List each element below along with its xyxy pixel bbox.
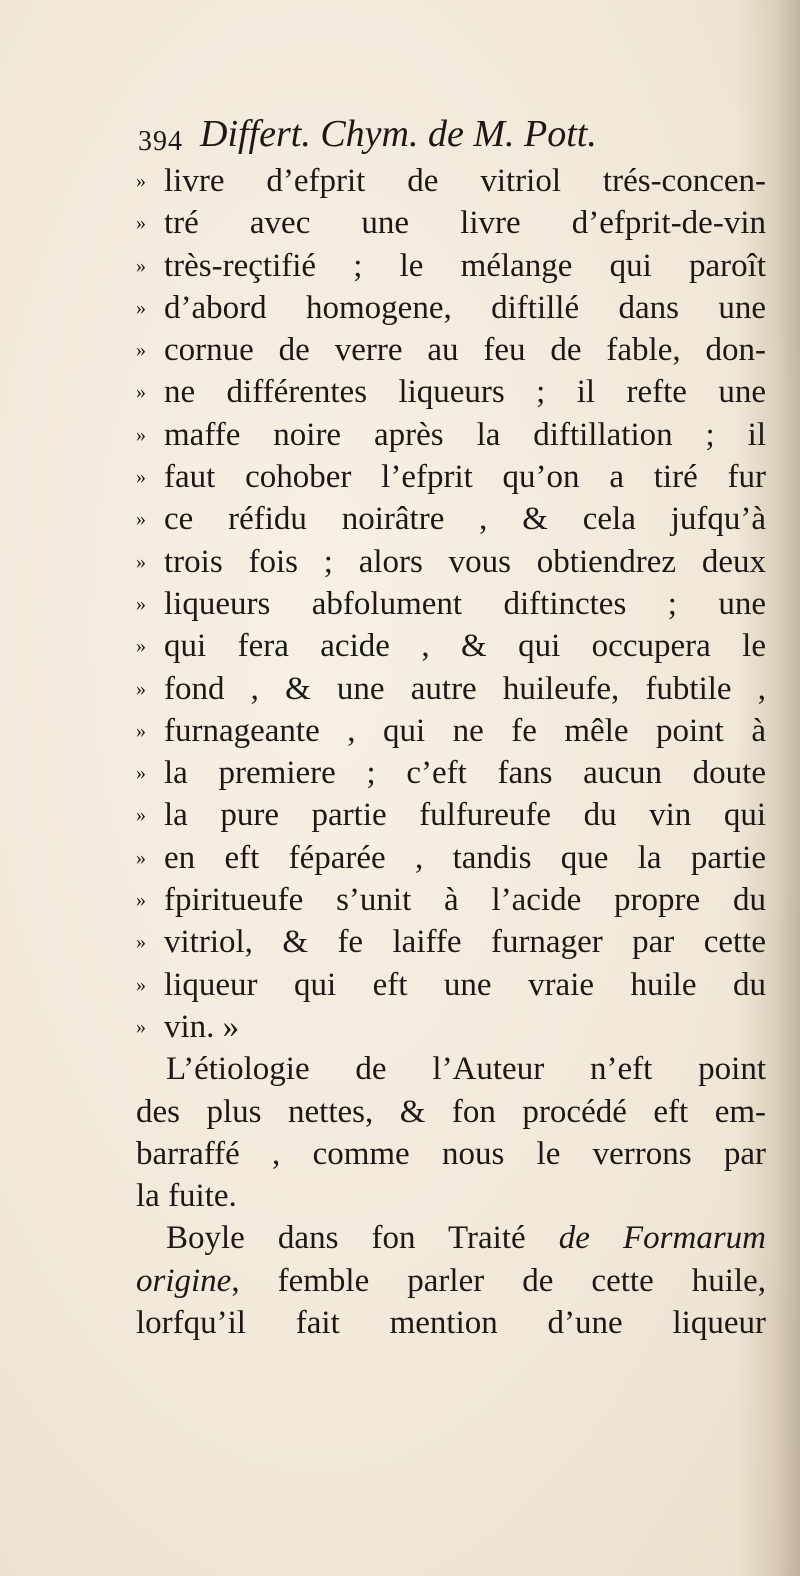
line-text: faut cohober l’efprit qu’on a tiré fur	[164, 459, 766, 496]
quote-mark: »	[136, 973, 146, 996]
line-text: L’étiologie de l’Auteur n’eft point	[166, 1051, 766, 1088]
text-line	[136, 1133, 766, 1175]
text-line	[136, 1260, 766, 1302]
quote-mark: »	[136, 677, 146, 700]
line-text: barraffé , comme nous le verrons par	[136, 1135, 766, 1172]
text-line	[136, 752, 766, 794]
line-text: très-reçtifié ; le mélange qui paroît	[164, 247, 766, 284]
line-text: ce réfidu noirâtre , & cela jufqu’à	[164, 501, 766, 538]
line-text: fond , & une autre huileufe, fubtile ,	[164, 670, 766, 707]
line-text-roman: , femble parler de cette huile,	[231, 1262, 766, 1299]
line-text: d’abord homogene, diftillé dans une	[164, 289, 766, 326]
quote-mark: »	[136, 889, 146, 912]
text-line	[136, 1175, 766, 1217]
text-line	[136, 1302, 766, 1344]
line-text: liqueur qui eft une vraie huile du	[164, 966, 766, 1003]
text-line	[136, 1091, 766, 1133]
quote-mark: »	[136, 466, 146, 489]
quote-mark: »	[136, 339, 146, 362]
line-text: vin. »	[164, 1008, 240, 1045]
quote-mark: »	[136, 170, 146, 192]
line-text: ne différentes liqueurs ; il refte une	[164, 374, 766, 411]
paragraph-etiologie	[136, 1048, 766, 1217]
line-text: vitriol, & fe laiffe furnager par cette	[164, 924, 766, 961]
page-header	[138, 112, 778, 162]
quote-mark: »	[136, 635, 146, 658]
text-line	[136, 583, 766, 625]
text-line	[136, 287, 766, 329]
quote-mark: »	[136, 381, 146, 404]
text-line	[136, 329, 766, 371]
text-line	[136, 625, 766, 667]
text-line	[136, 921, 766, 963]
line-text: livre d’efprit de vitriol trés-concen-	[164, 163, 766, 199]
text-line	[136, 414, 766, 456]
quote-mark: »	[136, 212, 146, 235]
quote-mark: »	[136, 592, 146, 615]
line-text: fpiritueufe s’unit à l’acide propre du	[164, 882, 766, 919]
text-line	[136, 371, 766, 413]
text-line	[136, 964, 766, 1006]
line-text: la premiere ; c’eft fans aucun doute	[164, 755, 766, 792]
quote-mark: »	[136, 846, 146, 869]
line-text: qui fera acide , & qui occupera le	[164, 628, 766, 665]
text-line	[136, 541, 766, 583]
line-text: furnageante , qui ne fe mêle point à	[164, 712, 766, 749]
text-line	[136, 1006, 766, 1048]
quote-mark: »	[136, 296, 146, 319]
line-text	[136, 1217, 766, 1259]
line-text: en eft féparée , tandis que la partie	[164, 839, 766, 876]
quote-mark: »	[136, 550, 146, 573]
line-text: liqueurs abfolument diftinctes ; une	[164, 585, 766, 622]
line-text: trois fois ; alors vous obtiendrez deux	[164, 543, 766, 580]
text-line	[136, 1048, 766, 1090]
text-line	[136, 1217, 766, 1259]
quote-mark: »	[136, 719, 146, 742]
line-text: cornue de verre au feu de fable, don-	[164, 332, 766, 369]
quote-mark: »	[136, 423, 146, 446]
line-text	[136, 1260, 766, 1302]
quote-mark: »	[136, 508, 146, 531]
text-line	[136, 498, 766, 540]
text-line	[136, 837, 766, 879]
text-line	[136, 160, 766, 202]
running-title: Differt. Chym. de M. Pott.	[200, 113, 597, 155]
book-title-italic: de Formarum	[558, 1220, 767, 1257]
quote-mark: »	[136, 762, 146, 785]
line-text: tré avec une livre d’efprit-de-vin	[164, 205, 766, 242]
text-line	[136, 202, 766, 244]
line-text: lorfqu’il fait mention d’une liqueur	[136, 1305, 766, 1342]
line-text: des plus nettes, & fon procédé eft em-	[136, 1093, 766, 1130]
quote-mark: »	[136, 804, 146, 827]
quote-mark: »	[136, 931, 146, 954]
text-line	[136, 668, 766, 710]
page-number: 394	[138, 126, 183, 157]
line-text-roman: Boyle dans fon Traité	[166, 1220, 559, 1257]
text-line	[136, 794, 766, 836]
line-text: maffe noire après la diftillation ; il	[164, 416, 766, 453]
quote-mark: »	[136, 254, 146, 277]
paragraph-boyle	[136, 1217, 766, 1344]
text-line	[136, 710, 766, 752]
text-line	[136, 456, 766, 498]
text-line	[136, 879, 766, 921]
line-text: la fuite.	[136, 1178, 237, 1215]
body-text	[136, 160, 766, 1344]
quote-mark: »	[136, 1015, 146, 1038]
quoted-passage	[136, 160, 766, 1048]
book-title-italic: origine	[136, 1262, 232, 1299]
text-line	[136, 245, 766, 287]
line-text: la pure partie fulfureufe du vin qui	[164, 797, 766, 834]
